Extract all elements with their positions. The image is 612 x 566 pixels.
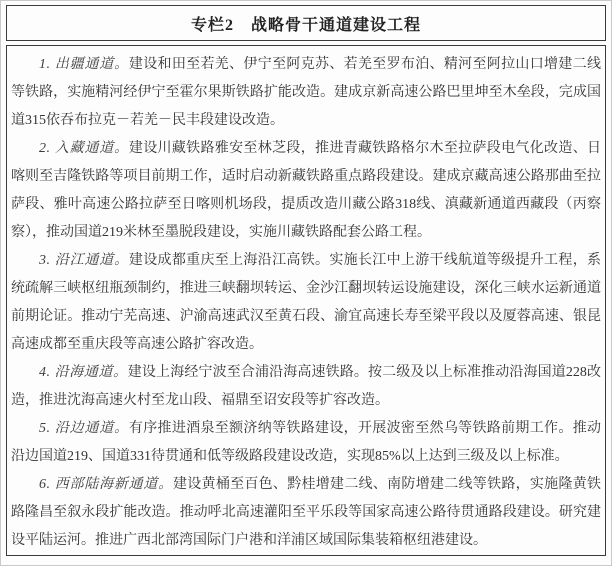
paragraph-coastal-corridor: [11, 359, 601, 415]
paragraph-lead: 5. 沿边通道。: [39, 421, 129, 436]
paragraph-lead: 3. 沿江通道。: [39, 253, 129, 268]
paragraph-tibet-entry-corridor: [11, 135, 601, 247]
paragraph-western-land-sea-corridor: [11, 471, 601, 555]
paragraph-yangtze-corridor: [11, 247, 601, 359]
paragraph-text: 有序推进酒泉至额济纳等铁路建设，开展波密至然乌等铁路前期工作。推动沿边国道219、国道331待贯通和低等级路段建设改造，实现85%以上达到三级及以上标准。: [11, 421, 602, 464]
panel-title: 专栏2 战略骨干通道建设工程: [190, 16, 421, 34]
paragraph-outbound-xinjiang-corridor: [11, 51, 601, 135]
paragraph-text: 建设川藏铁路雅安至林芝段，推进青藏铁路格尔木至拉萨段电气化改造、日喀则至吉隆铁路等项目前期工作，适时启动新藏铁路重点路段建设。建成京藏高速公路那曲至拉萨段、雅叶高速公路拉萨至日喀则机场段，提质改造川藏公路318线、滇藏新通道西藏段（丙察察），推动国道219米林至墨脱段建设，实施川藏铁路配套公路工程。: [11, 141, 602, 240]
panel-content-box: [6, 45, 606, 556]
paragraph-text: 建设黄桶至百色、黔桂增建二线、南防增建二线等铁路，实施隆黄铁路隆昌至叙永段扩能改造。推动呼北高速灌阳至平乐段等国家高速公路待贯通路段建设。研究建设平陆运河。推进广西北部湾国际门户港和洋浦区域国际集装箱枢纽港建设。: [11, 477, 602, 548]
paragraph-lead: 6. 西部陆海新通道。: [39, 477, 173, 492]
paragraph-border-corridor: [11, 415, 601, 471]
paragraph-text: 建设成都重庆至上海沿江高铁。实施长江中上游干线航道等级提升工程，系统疏解三峡枢纽瓶颈制约，推进三峡翻坝转运、金沙江翻坝转运设施建设，深化三峡水运新通道前期论证。推动宁芜高速、沪渝高速武汉至黄石段、渝宜高速长寿至梁平段以及厦蓉高速、银昆高速成都至重庆段等高速公路扩容改造。: [11, 253, 602, 352]
paragraph-text: 建设上海经宁波至合浦沿海高速铁路。按二级及以上标准推动沿海国道228改造，推进沈海高速火村至龙山段、福鼎至诏安段等扩容改造。: [11, 365, 602, 408]
paragraph-lead: 4. 沿海通道。: [39, 365, 128, 380]
paragraph-lead: 1. 出疆通道。: [39, 57, 129, 72]
paragraph-lead: 2. 入藏通道。: [39, 141, 129, 156]
paragraph-text: 建设和田至若羌、伊宁至阿克苏、若羌至罗布泊、精河至阿拉山口增建二线等铁路，实施精河经伊宁至霍尔果斯铁路扩能改造。建成京新高速公路巴里坤至木垒段，完成国道315依吞布拉克－若羌－民丰段建设改造。: [11, 57, 602, 128]
panel-title-box: [6, 5, 606, 41]
